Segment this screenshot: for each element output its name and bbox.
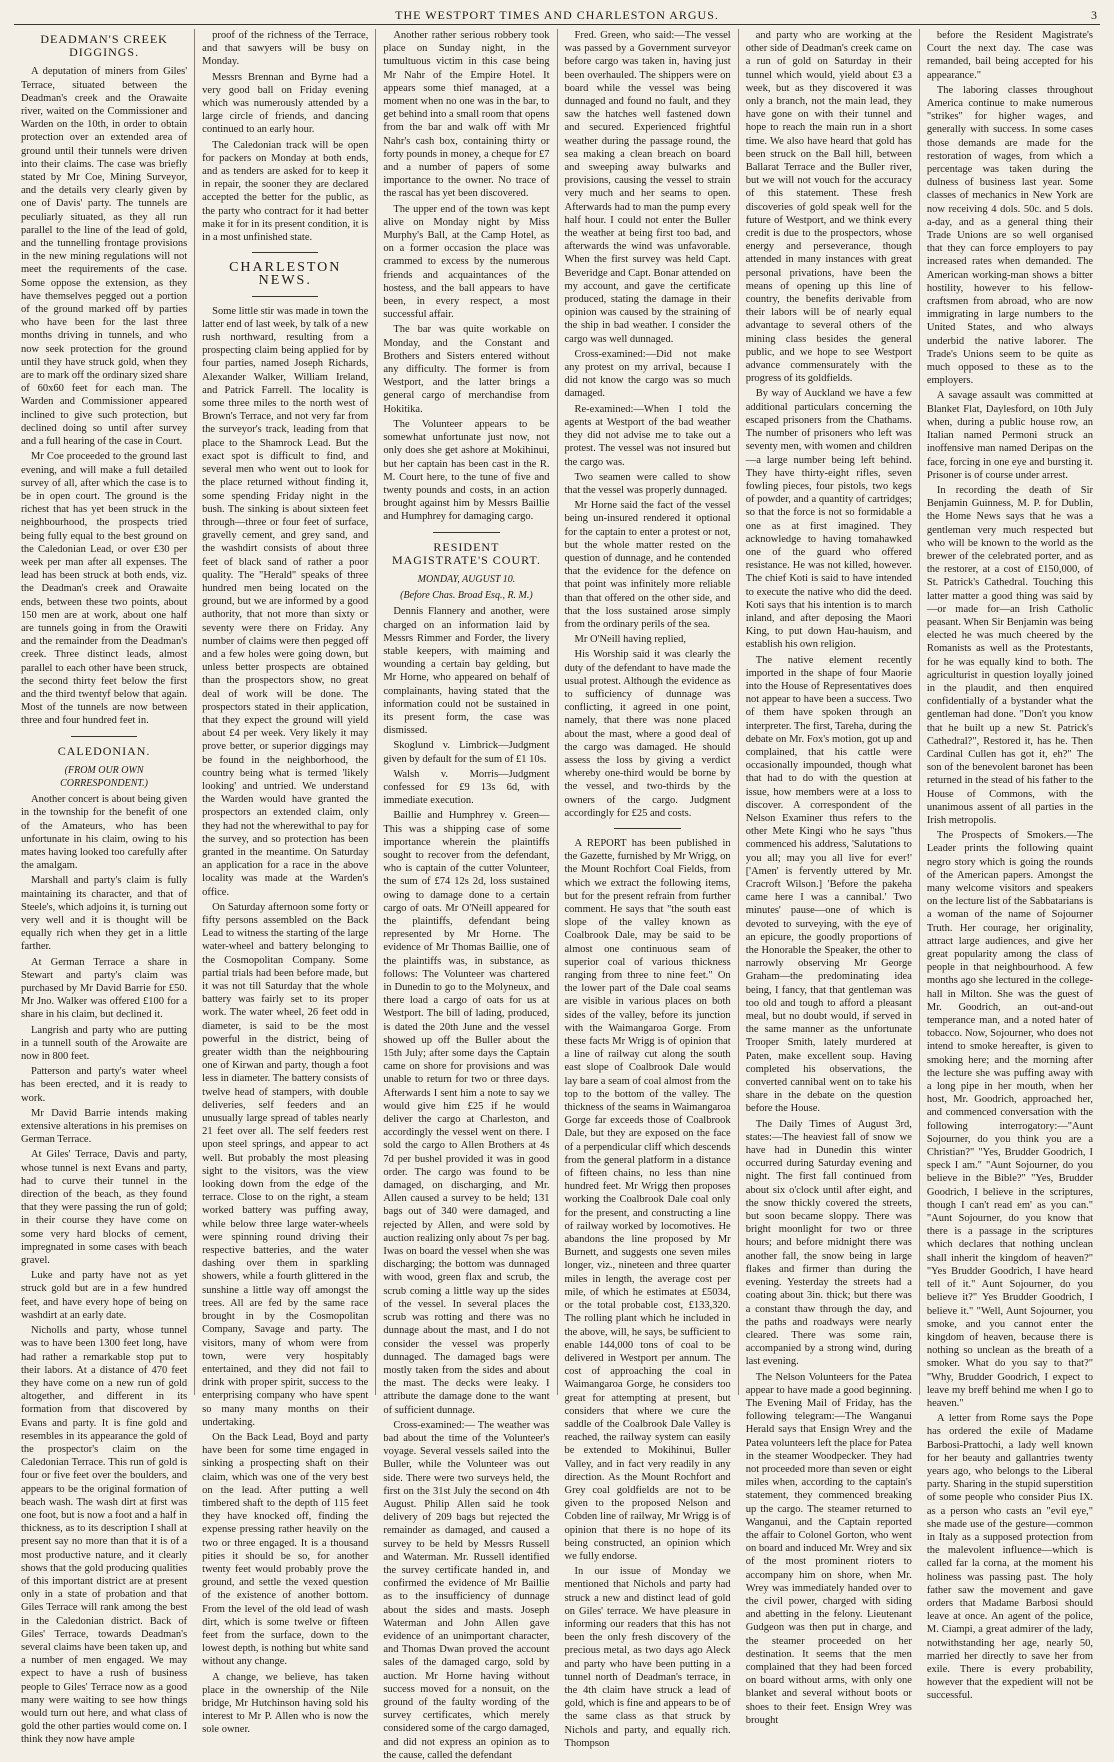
paragraph: Cross-examined:— The weather was bad about the time of the Volunteer's voyage. Several vessels sailed into the Buller, while the Volunteer was out side. There were two surveys held, the first on the 31st July the second on 4th August. Philip Allen said he took delivery of 209 bags but rejected the remainder as damaged, and caused a survey to be held by Messrs Russell and Waterman. Mr. Russell identified the survey certificate handed in, and confirmed the evidence of Mr Baillie as to the insufficiency of dunnage about the sides and masts. Joseph Waterman and John Allen gave evidence of an unimportant character, and Thomas Dwan proved the account sales of the damaged cargo, sold by auction. Mr Horne having without success moved for a nonsuit, on the ground of the faulty wording of the survey certificates, which merely considered some of the cargo damaged, and did not express an opinion as to the cause, called the defendant bbox=[383, 1419, 550, 1761]
paragraph: Mr O'Neill having replied, bbox=[574, 634, 687, 646]
paragraph: Re-examined:—When I told the agents at Westport of the bad weather they did not advise me to take out a protest. The vessel was not insured but the cargo was. bbox=[564, 403, 731, 468]
column-4 bbox=[558, 29, 739, 1749]
paragraph: proof of the richness of the Terrace, and that sawyers will be busy on Monday. bbox=[202, 30, 369, 68]
paragraph: Two seamen were called to show that the vessel was properly dunnaged. bbox=[564, 471, 731, 496]
column-3 bbox=[376, 29, 557, 1761]
paragraph: Skoglund v. Limbrick—Judgment given by default for the sum of £1 10s. bbox=[383, 740, 550, 765]
paragraph: The Nelson Volunteers for the Patea appear to have made a good beginning. The Evening Mail of Friday, has the following telegram:—The Wanganui Herald says that Ensign Wrey and the Patea volunteers left the place for Patea in the steamer Woodpecker. They had not proceeded more than seven or eight miles when, according to the captain's statement, they commenced breaking up the cargo. The steamer returned to Wanganui, and the Captain reported the affair to Colonel Gorton, who went on board and induced Mr. Wrey and six of the most prominent rioters to accompany him on shore, when Mr. Wrey was immediately handed over to the civil power, charged with siding and abetting in the felony. Lieutenant Gudgeon was then put in charge, and the steamer proceeded on her destination. It seems that the men complained that they had been forced on board without arms, with only one blanket and several without boots or shoes to their feet. Ensign Wrey was brought bbox=[745, 1371, 912, 1726]
paragraph: In recording the death of Sir Benjamin Guinness, M. P. for Dublin, the Home News says that he was a gentleman very much respected but who will be known to the world as the brewer of the celebrated porter, and as the restorer, at a cost of £150,000, of St. Patrick's Cathedral. Touching this latter matter a good thing was said by—or made for—an Irish Catholic peasant. When Sir Benjamin was being elected he was much cheered by the Romanists as well as the Protestants, for he was equally kind to both. The agriculturist in question loyally joined in the plaudit, and then enquired confidentially of a bystander what the gentleman had done. "Don't you know that he built up a new St. Patrick's Cathedral?", Restored it, has he. Then Cardinal Cullen has got it, eh?" The son of the benevolent baronet has been returned in the stead of his father to the House of Commons, with the unanimous assent of all parties in the Irish metropolis. bbox=[926, 484, 1094, 826]
heading-charleston-news: CHARLESTON NEWS. bbox=[229, 260, 342, 289]
paragraph: Mr Coe proceeded to the ground last evening, and will make a full detailed survey of all, after which the case is to be in open court. The ground is the richest that has yet been struck in the neighbourhood, the prospects tried being fully equal to the best ground on the Caledonian Lead, or over £30 per week per man after all expenses. The lead has been struck at both ends, viz. the Deadman's creek and Orawaite ends, between these two points, about 150 men are at work, about one half are tunnels going in from the Orawiti and the remainder from the Deadman's creek. Three distinct leads, almost parallel to each other have been struck, the second thirty feet below the first and the third twentyf below that again. Most of the tunnels are now between three and four hundred feet in. bbox=[21, 451, 188, 727]
paragraph: His Worship said it was clearly the duty of the defendant to have made the usual protest. Although the evidence as to sufficiency of dunnage was conflicting, it agreed in one point, namely, that there was none placed about the mast, where a good deal of the cargo was damaged. He should assess the loss by giving a verdict whereby one-third would be borne by the vessel, and two-thirds by the owners of the cargo. Judgment accordingly for £25 and costs. bbox=[564, 649, 731, 819]
section-rule bbox=[433, 532, 499, 533]
paragraph: Dennis Flannery and another, were charged on an information laid by Messrs Rimmer and Forder, the livery stable keepers, with maiming and wounding a certain bay gelding, but Mr Horne, who appeared on behalf of complainants, having stated that the information could not be sustained in its present form, the case was dismissed. bbox=[383, 606, 550, 737]
columns bbox=[14, 29, 1100, 1761]
paragraph: A REPORT has been published in the Gazette, furnished by Mr Wrigg, on the Mount Rochfort Coal Fields, from which we extract the following items, but for the present refrain from further comment. He says that "the south east slope of the valley known as Coalbrook Dale, may be said to be almost one continuous seam of superior coal of various thickness ranging from three to nine feet." On the lower part of the Dale coal seams are visible in various places on both sides of the valley, before its junction with the Waimangaroa Gorge. From these facts Mr Wrigg is of opinion that a line of railway cut along the south east slope of Coalbrook Dale would lay bare a seam of coal almost from the top to the bottom of the valley. The thickness of the seams in Waimangaroa Gorge far exceeds those of Coalbrook Dale, but they are exposed on the face of a perpendicular cliff which descends from the general platform in a distance of fifteen chains, no less than nine hundred feet. Mr Wrigg then proposes working the Coalbrook Dale coal only for the present, and constructing a line of railway worked by locomotives. He abandons the line proposed by Mr Burnett, and suggests one seven miles longer, viz., nineteen and three quarter miles in length, the average cost per mile, of which he estimates at £5034, or the total probable cost, £133,320. The rolling plant which he included in the above, will, he says, be sufficient to enable 144,000 tons of coal to be delivered in Westport per annum. The cost of approaching the coal in Waimangaroa Gorge, he considers too great for attempting at present, but considers that where we cure the saddle of the Coalbrook Dale Valley is reached, the railway system can easily be extended to Mokihinui, Buller Valley, and in fact very readily in any direction. As the Mount Rochfort and Grey coal goldfields are not to be given to the proposed Nelson and Cobden line of railway, Mr Wrigg is of opinion that there is no hope of its being constructed, an opinion which we fully endorse. bbox=[564, 837, 731, 1562]
heading-deadmans-creek: DEADMAN'S CREEK DIGGINGS. bbox=[40, 32, 168, 60]
paragraph: Fred. Green, who said:—The vessel was passed by a Government surveyor before cargo was taken in, having just been overhauled. The shippers were on board while the vessel was being dunnaged and found no fault, and they saw the hatches well fastened down and secured. Experienced frightful weather during the passage round, the sea making a clean breach on board and sweeping away bulwarks and provisions, causing the vessel to strain very much and her seams to open. Afterwards had to man the pump every half hour. I could not enter the Buller the weather at being first too bad, and afterwards the wind was unfavorable. When the first survey was held Capt. Beveridge and Capt. Bonar attended on my account, and gave the certificate produced, stating the damage in their opinion was caused by the straining of the ship in bad weather. I consider the cargo was well dunnaged. bbox=[564, 30, 731, 345]
paragraph: Mr David Barrie intends making extensive alterations in his premises on German Terrace. bbox=[21, 1107, 188, 1146]
paragraph: By way of Auckland we have a few additional particulars concerning the escaped prisoners from the Chathams. The number of prisoners who left was seventy men, with women and children—a large number being left behind. They have thirty-eight rifles, seven fowling pieces, four pistols, two kegs of powder, and a quantity of cartridges; so that the force is not so formidable a one as at first imagined. They acknowledge to having tomahawked one of the guard who offered resistance. He was not killed, however. The chief Koti is said to have intended to execute the native who did the deed. Koti says that his intention is to march inland, and after deposing the Maori King, to put down Hau-hauism, and establish his own religion. bbox=[745, 388, 912, 651]
paragraph: Marshall and party's claim is fully maintaining its character, and that of Steele's, which adjoins it, is turning out very well and it is thought will be equally rich when they get in a little farther. bbox=[21, 875, 188, 953]
correspondent-line: (FROM OUR OWN CORRESPONDENT.) bbox=[60, 764, 149, 789]
column-6 bbox=[920, 29, 1100, 1702]
column-5 bbox=[739, 29, 920, 1726]
section-rule bbox=[252, 296, 318, 297]
paragraph: The native element recently imported in the shape of four Maorie into the House of Representatives does not appear to have been a success. Two of them have spoken through an interpreter. The first, Tareha, during the debate on Mr. Fox's motion, got up and complained, that his cattle were occasionally impounded, though what that had to do with the question at issue, how members were at a loss to discover. A correspondent of the Nelson Examiner thus refers to the other Mete Kingi who he says "thus commenced his address, 'Salutations to you all; may you all live for ever!' ['Amen' is fervently uttered by Mr. Cracroft Wilson.] 'Before the pakeha came here I was a cannibal.' Two minutes' pause—one of which is devoted to surveying, with the eye of an epicure, the goodly proportions of the Honorable the Speaker, the other to narrowly observing Mr George Graham—the predominating idea being, I fancy, that that gentleman was too old and tough to afford a pleasant meal, but no doubt would, if served in the same manner as the unfortunate Trooper Smith, lately murdered at Paten, make excellent soup. Having completed his observations, the converted cannibal went on to take his share in the debate on the question before the House. bbox=[745, 654, 912, 1115]
section-rule bbox=[252, 252, 318, 253]
paragraph: before the Resident Magistrate's Court the next day. The case was remanded, bail being accepted for his appearance." bbox=[926, 30, 1094, 81]
heading-caledonian: CALEDONIAN. bbox=[57, 743, 151, 758]
paragraph: Another rather serious robbery took place on Sunday night, in the tumultuous victim in this case being Mr Nahr of the Empire Hotel. It appears some thief managed, at a moment when no one was in the bar, to get behind into a small room that opens from the bar and walk off with Mr Nahr's cash box, containing thirty or forty pounds in money, a cheque for £7 and a number of papers of some importance to the owner. No trace of the rascal has yet been discovered. bbox=[383, 30, 550, 200]
page-number: 3 bbox=[1091, 8, 1098, 22]
court-bench: (Before Chas. Broad Esq., R. M.) bbox=[400, 590, 533, 602]
paragraph: The Daily Times of August 3rd, states:—The heaviest fall of snow we have had in Dunedin this winter occurred during Saturday evening and night. The first fall continued from about six o'clock until after eight, and the snow thickly covered the streets, but soon became sloppy. There was bright moonlight for two or three hours; and before midnight there was another fall, the snow being in large flakes and firmer than during the evening. Yesterday the streets had a coating about 3in. thick; but there was a constant thaw through the day, and the paths and roadways were nearly cleared. There was some rain, accompanied by a strong wind, during last evening. bbox=[745, 1118, 912, 1368]
paragraph: and party who are working at the other side of Deadman's creek came on a run of gold on Saturday in their tunnel which would, yield about £3 a week, but as they discovered it was only a branch, not the main lead, they have gone on with their tunnel and hope to reach the main run in a short time. We also have heard that gold has been struck on the Ball hill, between Ballarat Terrace and the Buller river, but we will not vouch for the accuracy of this statement. These fresh discoveries of gold speak well for the future of Westport, and we think every credit is due to the prospectors, whose energy and perseverance, though attended in many instances with great personal privations, have been the means of opening up this line of country, the benefits derivable from their labors will be of nearly equal advantage to several others of the mining class besides the general public, and we hope to see Westport advance commensurately with the progress of its goldfields. bbox=[745, 30, 912, 385]
paragraph: At Giles' Terrace, Davis and party, whose tunnel is next Evans and party, had to curve their tunnel in the direction of the beach, as they found that they were passing the run of gold; in their course they have come on some very hard blocks of cement, impregnated in some cases with beach gravel. bbox=[21, 1149, 188, 1267]
section-rule bbox=[71, 736, 137, 737]
paragraph: The Prospects of Smokers.—The Leader prints the following quaint negro story which is going the rounds of the American papers. Amongst the many welcome visitors and speakers on the lecture list of the Sabbatarians is a woman of the name of Sojourner Truth. Her courage, her originality, attract large audiences, and give her great popularity among the class of people in that neighbourhood. A few months ago she lectured in the college-hall in Milton. She was the guest of Mr. Goodrich, an out-and-out temperance man, and a noted hater of tobacco. Now, Sojourner, who does not intend to smoke hereafter, is given to smoking here; and the morning after the lecture she was puffing away with a long pipe in her mouth, when her host, Mr. Goodrich, approached her, and commenced conversation with the following interrogatory:—"Aunt Sojourner, do you think you are a Christian?" "Yes, Brudder Goodrich, I speck I am." "Aunt Sojourner, do you believe in the Bible?" "Yes, Brudder Goodrich, I believe in the scriptures, though I can't read em' as you can." "Aunt Sojourner, do you know that there is a passage in the scriptures which declares that nothing unclean shall inherit the kingdom of heaven?" "Yes Brudder Goodrich, I have heard tell of it." Aunt Sojourner, do you believe it?" Yes Brudder Goodrich, I believe it." "Well, Aunt Sojourner, you smoke, and you cannot enter the kingdom of heaven, because there is nothing so unclean as the breath of a smoker. What do you say to that?" "Why, Brudder Goodrich, I expect to leave my breff behind me when I go to heaven." bbox=[926, 830, 1094, 1409]
paragraph: Patterson and party's water wheel has been erected, and it is ready to work. bbox=[21, 1066, 188, 1104]
paragraph: In our issue of Monday we mentioned that Nichols and party had struck a new and distinct lead of gold on Giles' terrace. We have pleasure in informing our readers that this has not been the only fresh discovery of the precious metal, as two days ago Aleck and party who have been putting in a tunnel north of Deadman's terrace, in the 4th claim have struck a lead of gold, which is fine and appears to be of the same class as that struck by Nichols and party, and equally rich. Thompson bbox=[564, 1566, 731, 1749]
paragraph: On Saturday afternoon some forty or fifty persons assembled on the Back Lead to witness the starting of the large water-wheel and battery belonging to the Cosmopolitan Company. Some partial trials had been before made, but it was not till Saturday that the whole battery was fairly set to its proper work. The water wheel, 26 feet odd in diameter, is said to be the most powerful in the district, being of greater width than the neighbouring one of Kirwan and party, though a foot less in diameter. The battery consists of twelve head of stampers, with double deliveries, self feeders and an unusually large spread of tables nearly 21 feet over all. The self feeders rest upon steel springs, and appear to act well. But probably the most pleasing sight to the visitors, was the view looking down from the edge of the terrace. Close to on the right, a steam worked battery was puffing away, while below three large water-wheels were spinning round driving their respective batteries, and the water dashing over them in sparkling showers, while a fourth glittered in the sunshine a little way off amongst the trees. All are fed by the same race brought in by the Cosmopolitan Company, Savage and party. The visitors, many of whom were from town, were very hospitably entertained, and they did not fail to drink with proper spirit, success to the enterprising company who have spent so many many months on their undertaking. bbox=[202, 901, 369, 1428]
masthead-title: THE WESTPORT TIMES AND CHARLESTON ARGUS. bbox=[395, 8, 719, 22]
paragraph: Nicholls and party, whose tunnel was to have been 1300 feet long, have had rather a remarkable stop put to their labors. At a distance of 470 feet they have come on a new run of gold altogether, and different in its formation from that discovered by Evans and party. It is fine gold and resembles in its appearance the gold of the prospector's claim on the Caledonian Terrace. This run of gold is four or five feet over the boulders, and appears to be the original formation of beach wash. The wash dirt at first was one foot, but is now a foot and a half in thickness, as to its description I shall at present say no more than that it is of a most productive nature, and it clearly shows that the gold producing qualities of this important district are at present only in a state of probation and that Giles Terrace will rank among the best in the Caledonian district. Back of Giles' Terrace, towards Deadman's several claims have been taken up, and a number of men engaged. We may expect to have a rush of business people to Giles' Terrace now as a good many were waiting to see how things would turn out here, and what class of gold the other parties would come on. I think they now have ample bbox=[21, 1325, 188, 1746]
paragraph: Another concert is about being given in the township for the benefit of one of the Amateurs, who has been unfortunate in his claim, owing to his mates having looked too carefully after the amalgam. bbox=[21, 794, 188, 872]
paragraph: Some little stir was made in town the latter end of last week, by talk of a new rush northward, resulting from a prospecting claim being applied for by four parties, named Joseph Richards, Alexander Walker, William Ireland, and Patrick Farrell. The locality is some three miles to the north west of Brown's Terrace, and not very far from the surveyor's track, leading from that place to the Shamrock Lead. But the exact spot is difficult to find, and several men who went out to look for the place returned without finding it, some spending Friday night in the bush. The sinking is about sixteen feet through—three or four feet of surface, gravelly cement, and grey sand, and the washdirt consists of about three feet of black sand of rather a poor quality. The "Herald" speaks of three hundred men being located on the ground, but we are informed by a good authority, that not more than sixty or seventy were there on Friday. Any number of claims were then pegged off and a few holes were going down, but unless better prospects are obtained than the prospectors show, no great deal of work will be done. The prospectors stated in their application, that they expect the ground will yield about £4 per week. Very likely it may prove better, or superior diggings may be found in the neighborhood, the country being what is termed 'likely looking' and untried. We understand the Warden would have granted the prospectors an extended claim, only they had not the wherewithal to pay for the survey, and so protection has been granted in the meantime. On Saturday an application for a race in the above locality was made at the Warden's office. bbox=[202, 305, 369, 898]
paragraph: Langrish and party who are putting in a tunnell south of the Arowaite are now in 800 feet. bbox=[21, 1024, 188, 1063]
paragraph: Messrs Brennan and Byrne had a very good ball on Friday evening which was numerously attended by a large circle of friends, and dancing continued to an early hour. bbox=[202, 71, 369, 136]
court-date: MONDAY, AUGUST 10. bbox=[417, 573, 516, 585]
paragraph: Cross-examined:—Did not make any protest on my arrival, because I did not know the cargo was so much damaged. bbox=[564, 348, 731, 400]
paragraph: On the Back Lead, Boyd and party have been for some time engaged in sinking a prospecting shaft on their claim, which was one of the very best on the lead. After putting a well timbered shaft to the depth of 115 feet they have knocked off, finding the expense pressing rather heavily on the two or three engaged. It is a thousand pities it should be so, for another twenty feet would probably prove the ground, and settle the vexed question of the existence of another bottom. From the level of the old lead of wash dirt, which is some twelve or fifteen feet from the surface, down to the lowest depth, is nothing but white sand without any change. bbox=[202, 1431, 369, 1668]
paragraph: At German Terrace a share in Stewart and party's claim was purchased by Mr David Barrie for £50. Mr Jno. Walker was offered £100 for a share in his claim, but declined it. bbox=[21, 956, 188, 1021]
column-1 bbox=[14, 29, 195, 1746]
paragraph: The upper end of the town was kept alive on Monday night by Miss Murphy's Ball, at the Camp Hotel, as on a former occasion the place was crammed to excess by the numerous friends and acquaintances of the hostess, and the ball appears to have been, in every respect, a most successful affair. bbox=[383, 203, 550, 321]
section-rule bbox=[614, 828, 680, 829]
paragraph: The laboring classes throughout America continue to make numerous "strikes" for higher wages, and generally with success. In some cases those demands are made for the restoration of wages, from which a percentage was taken during the dulness of business last year. Some classes of mechanics in New York are now receiving 4 dols. 50c. and 5 dols. a-day, and as a general thing their Trade Unions are so well organised that they can force employers to pay increased rates when demanded. The American working-man shows a bitter hostility, however to his fellow-craftsmen from abroad, who are now immigrating in large numbers to the United States, and who always underbid the native laborer. The Trade's Unions seem to be quite as much opposed to these as to the employers. bbox=[926, 84, 1094, 387]
paragraph: The Caledonian track will be open for packers on Monday at both ends, and as tenders are asked for to keep it in repair, the sooner they are declared accepted the better for the public, as the party who contract for it had better make it for in its present condition, it is in a most unfinished state. bbox=[202, 139, 369, 244]
heading-resident-magistrates-court: RESIDENT MAGISTRATE'S COURT. bbox=[391, 539, 541, 567]
paragraph: The bar was quite workable on Monday, and the Constant and Brothers and Sisters entered without any difficulty. The former is from Westport, and the latter brings a general cargo of merchandise from Hokitika. bbox=[383, 324, 550, 415]
paragraph: A letter from Rome says the Pope has ordered the exile of Madame Barbosi-Prattochi, a lady well known for her beauty and gallantries twenty years ago, who belongs to the Liberal party. Sharing in the stupid superstition of some people who consider Pius IX. as a person who casts an "evil eye," she made use of the gesture—common in Italy as a supposed protection from the malevolent influence—which is called far la corna, at the moment his holiness was passing past. The holy father saw the movement and gave orders that Madame Barbosi should leave at once. An agent of the police, M. Ciampi, a great admirer of the lady, notwithstanding her age, nearly 50, married her directly to save her from exile. There is every probability, however that the expedient will not be successful. bbox=[926, 1413, 1094, 1702]
masthead bbox=[14, 6, 1100, 25]
paragraph: The Volunteer appears to be somewhat unfortunate just now, not only does she get ashore at Mokihinui, but her captain has been cast in the R. M. Court here, to the tune of five and twenty pounds and costs, in an action brought against him by Messrs Baillie and Humphrey for damaging cargo. bbox=[383, 418, 550, 523]
paragraph: A savage assault was committed at Blanket Flat, Daylesford, on 10th July when, during a public house row, an Italian named Permoni struck an inoffensive man named Deripas on the face, forcing in one eye and bursting it. Prisoner is of course under arrest. bbox=[926, 390, 1094, 481]
paragraph: A deputation of miners from Giles' Terrace, situated between the Deadman's creek and the Orawaite river, waited on the Commissioner and Warden on the 10th, in order to obtain protection over an extended area of ground until their tunnels were driven into their claims. The case was briefly stated by Mr Coe, Mining Surveyor, and the details very clearly given by one of Davis' party. The tunnels are peculiarly situated, as they all run parallel to the line of the lead of gold, and the tunnelling frontage provisions in the new mining regulations will not meet the requirements of the case. Some oppose the extension, as they have themselves pegged out a portion of the ground marked off by parties who have been for the last three months driving in tunnels, and who now seek protection for the ground until they have struck gold, when they are to mark off the ordinary sized share of 60x60 feet for each man. The Warden and Commissioner appeared inclined to give such protection, but declined doing so until after survey and a full hearing of the case in Court. bbox=[21, 66, 188, 448]
paragraph: Mr Horne said the fact of the vessel being un-insured rendered it optional for the captain to enter a protest or not, but the whole matter rested on the question of dunnage, and he contended that the evidence for the defence on that point was infinitely more reliable than that offered on the other side, and that the loss sustained arose simply from the ordinary perils of the sea. bbox=[564, 500, 731, 630]
paragraph: A change, we believe, has taken place in the ownership of the Nile bridge, Mr Hutchinson having sold his interest to Mr P. Allen who is now the sole owner. bbox=[202, 1671, 369, 1736]
column-2 bbox=[195, 29, 376, 1736]
paragraph: Baillie and Humphrey v. Green—This was a shipping case of some importance wherein the plaintiffs sought to recover from the defendant, who is captain of the cutter Volunteer, the sum of £74 12s 2d, loss sustained owing to damage done to a certain cargo of oats. Mr O'Neill appeared for the plaintiffs, defendant being represented by Mr Horne. The evidence of Mr Thomas Baillie, one of the plaintiffs was, in substance, as follows: The Volunteer was chartered in Dunedin to go to the Molyneux, and there load a cargo of oats for us at Westport. The bill of lading, produced, is dated the 20th June and the vessel showed up off the Buller about the 15th July; after some days the Captain came on shore for provisions and was unable to return for two or three days. Afterwards I sent him a note to say we would give him £25 if he would deliver the cargo at Charleston, and accordingly the vessel went on there. I sold the cargo to Allen Brothers at 4s 7d per bushel provided it was in good order. The cargo was found to be damaged, on discharging, and Mr. Allen caused a survey to be held; 131 bags out of 340 were damaged, and rejected by Allen, and were sold by auction realizing only about 7s per bag. Iwas on board the vessel when she was discharging; the bottom was dunnaged with wood, green flax and scrub, the scrub coming a little way up the sides of the vessel. In several places the scrub was rotting and there was no dunnage about the mast, and I do not consider the vessel was properly dunnaged. The damaged bags were mostly taken from the sides and about the mast. The decks were leaky. I attribute the damage done to the want of sufficient dunnage. bbox=[383, 810, 550, 1416]
paragraph: Luke and party have not as yet struck gold but are in a few hundred feet, and have every hope of being on washdirt at an early date. bbox=[21, 1270, 188, 1321]
paragraph: Walsh v. Morris—Judgment confessed for £9 13s 6d, with immediate execution. bbox=[383, 768, 550, 807]
